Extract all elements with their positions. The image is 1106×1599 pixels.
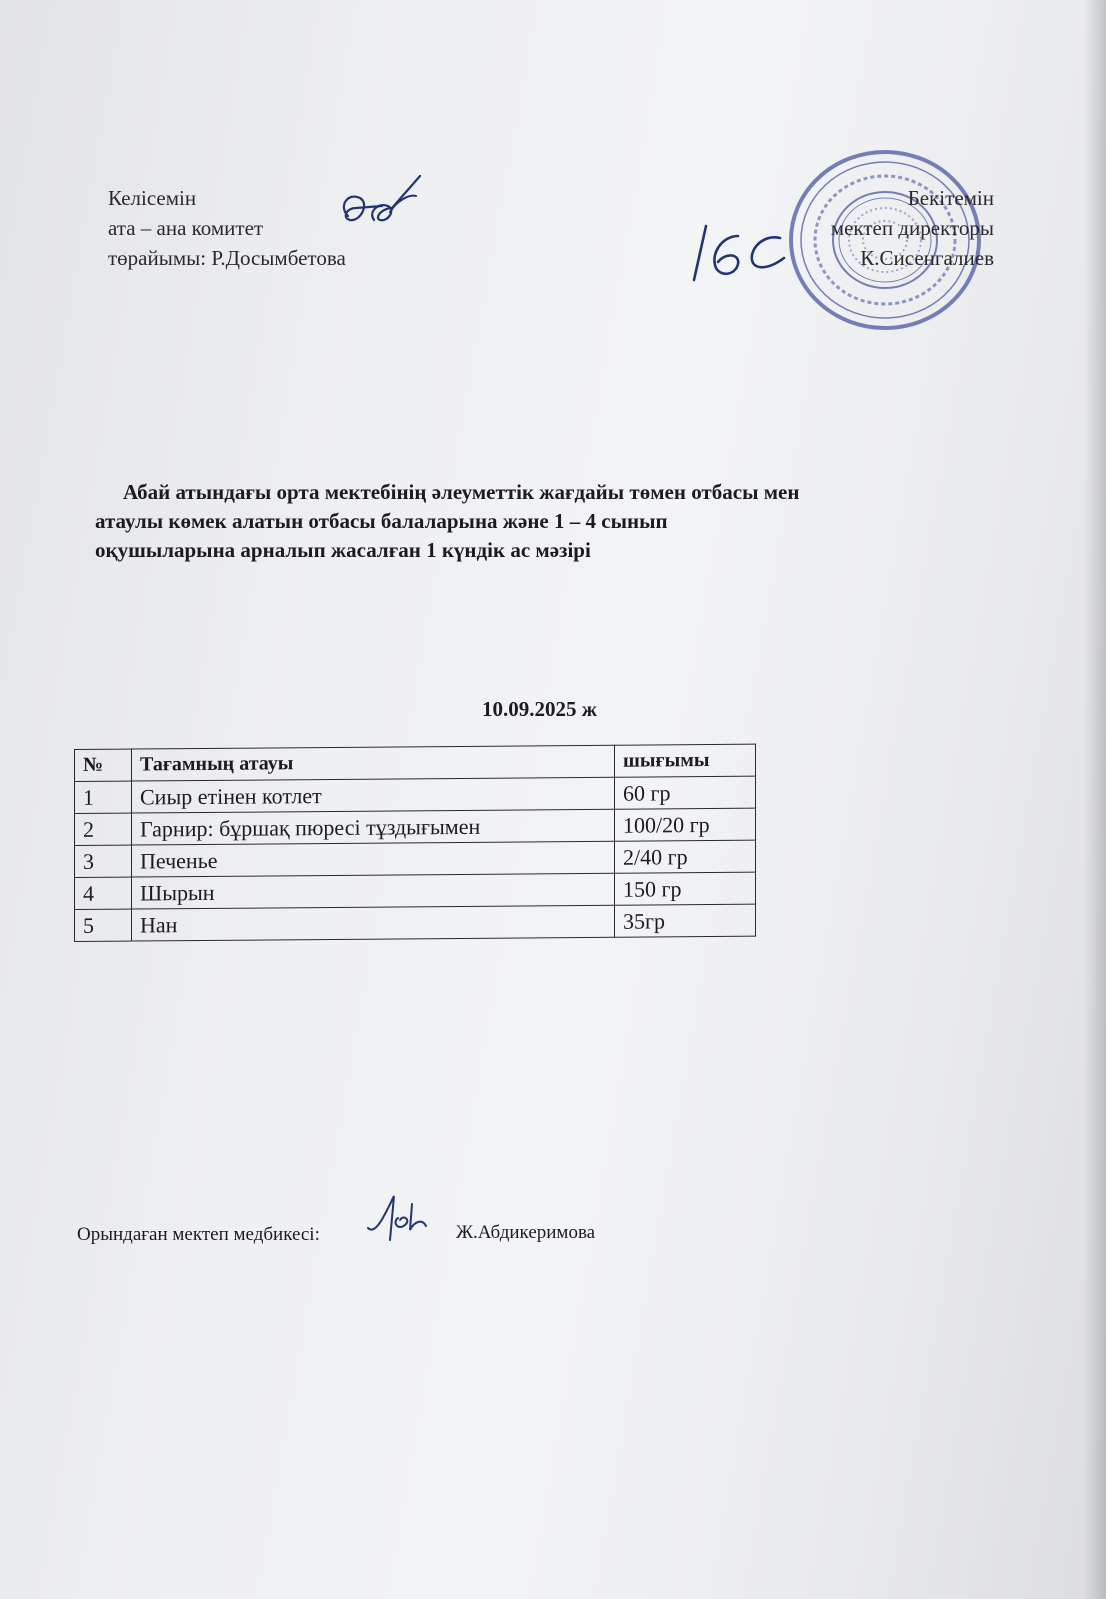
- header-number: №: [75, 749, 132, 781]
- menu-table: [74, 744, 756, 942]
- header-dish-name: Тағамның атауы: [132, 745, 615, 781]
- row-number: 5: [75, 909, 132, 941]
- approval-right-line2: мектеп директоры: [830, 216, 994, 240]
- row-number: 3: [75, 845, 132, 877]
- row-number: 2: [75, 813, 132, 845]
- table-row: [75, 840, 756, 877]
- approval-left-line2: ата – ана комитет: [108, 216, 264, 240]
- title-line1: Абай атындағы орта мектебінің әлеуметтік жағдайы төмен отбасы мен: [123, 480, 800, 504]
- director-signature-icon: [688, 218, 798, 288]
- footer-label: Орындаған мектеп медбикесі:: [77, 1224, 320, 1245]
- table-row: [75, 904, 756, 941]
- table-row: [75, 776, 756, 813]
- table-header-row: [75, 744, 756, 781]
- table-row: [75, 872, 756, 909]
- row-dish-name: Гарнир: бұршақ пюресі тұздығымен: [132, 809, 615, 845]
- nurse-name: Ж.Абдикеримова: [456, 1222, 596, 1243]
- approval-left-line1: Келісемін: [108, 186, 197, 210]
- approval-left-block: [108, 183, 346, 273]
- nurse-signature-icon: [364, 1192, 444, 1247]
- menu-title: [95, 478, 1015, 565]
- committee-signature-icon: [330, 172, 430, 242]
- row-output: 150 гр: [615, 872, 756, 905]
- approval-left-line3: төрайымы: Р.Досымбетова: [108, 246, 346, 270]
- approval-right-line1: Бекітемін: [907, 186, 994, 210]
- row-number: 4: [75, 877, 132, 909]
- row-output: 35гр: [615, 904, 756, 937]
- row-number: 1: [75, 781, 132, 813]
- row-dish-name: Сиыр етінен котлет: [132, 777, 615, 813]
- row-dish-name: Нан: [132, 905, 615, 941]
- row-output: 100/20 гр: [615, 808, 756, 841]
- row-output: 60 гр: [615, 776, 756, 809]
- page-edge-shadow: [1084, 0, 1106, 1599]
- title-line2: атаулы көмек алатын отбасы балаларына және 1 – 4 сынып: [95, 509, 668, 533]
- approval-right-line3: К.Сисенгалиев: [860, 246, 994, 270]
- header-output: шығымы: [615, 744, 756, 777]
- table-row: [75, 808, 756, 845]
- row-output: 2/40 гр: [615, 840, 756, 873]
- row-dish-name: Шырын: [132, 873, 615, 909]
- approval-right-block: [831, 183, 994, 273]
- row-dish-name: Печенье: [132, 841, 615, 877]
- menu-date: 10.09.2025 ж: [482, 697, 597, 721]
- title-line3: оқушыларына арналып жасалған 1 күндік ас мәзірі: [95, 538, 591, 562]
